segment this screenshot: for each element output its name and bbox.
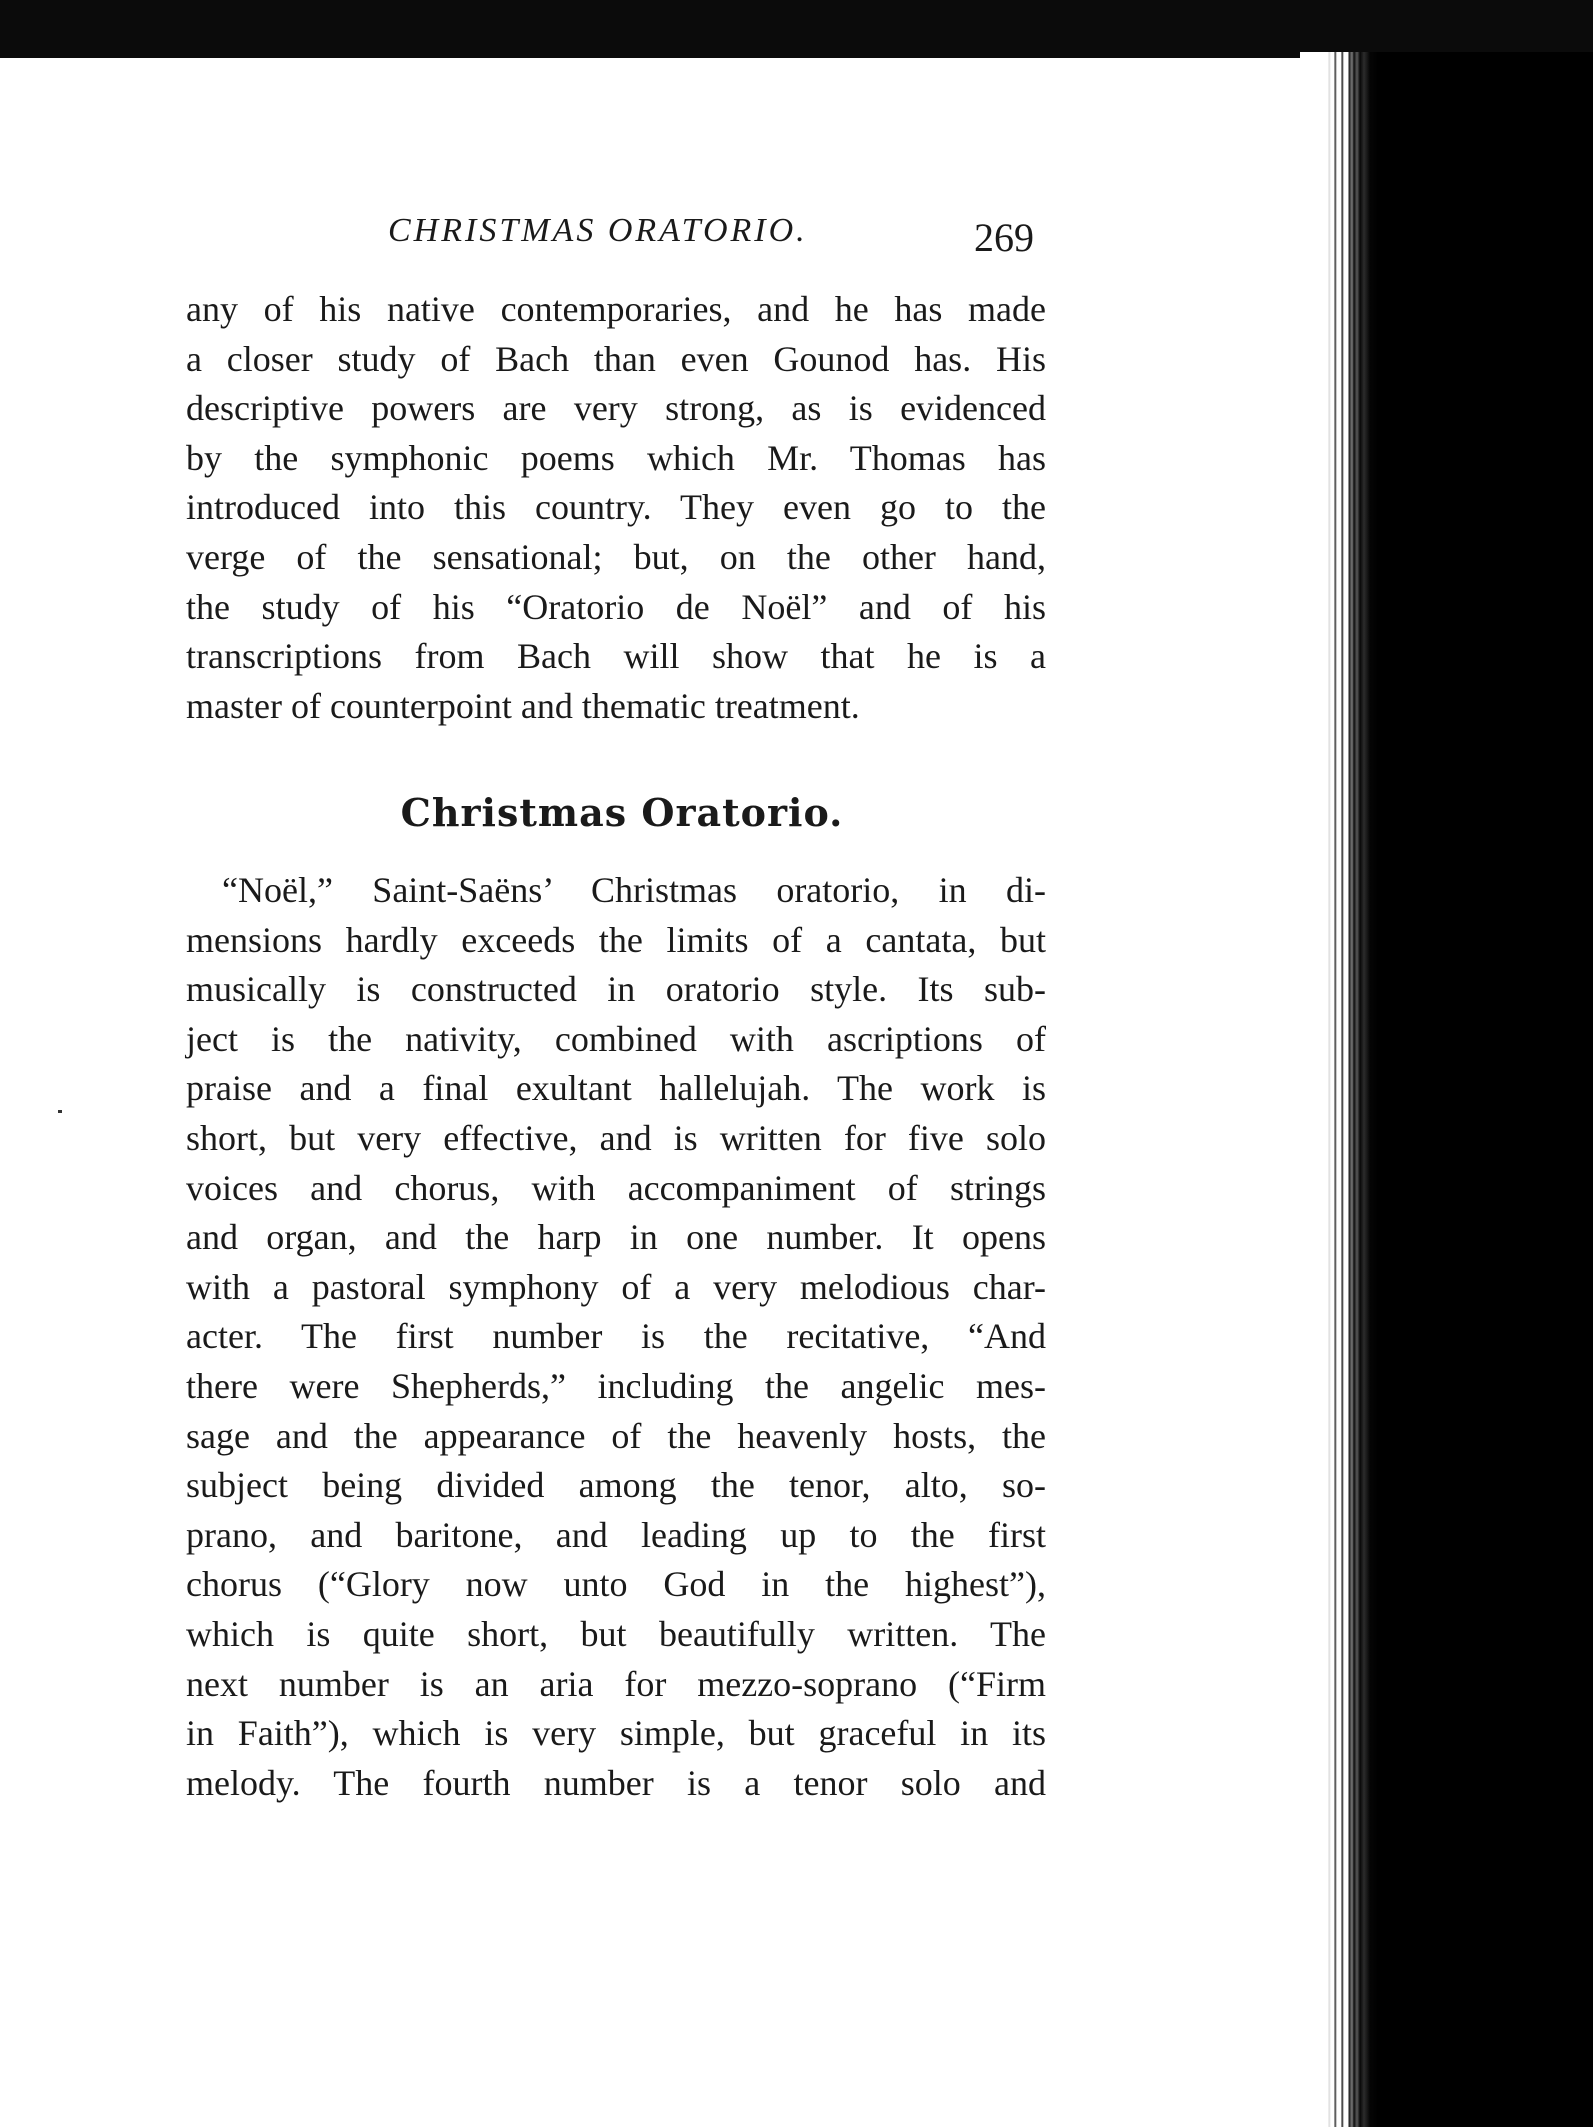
page-header — [192, 210, 1072, 266]
text-line: musically is constructed in oratorio style. Its sub- — [186, 969, 1046, 1010]
text-line: any of his native contemporaries, and he has made — [186, 289, 1046, 329]
text-line: next number is an aria for mezzo-soprano (“Firm — [186, 1663, 1046, 1704]
text-line: voices and chorus, with accompaniment of strings — [186, 1167, 1046, 1208]
text-line: chorus (“Glory now unto God in the highest”), — [186, 1564, 1046, 1605]
paragraph-2 — [186, 866, 1046, 1808]
text-line: with a pastoral symphony of a very melodious char- — [186, 1266, 1046, 1307]
page-number: 269 — [974, 215, 1034, 260]
text-line: ject is the nativity, combined with ascriptions of — [186, 1018, 1046, 1059]
text-line: a closer study of Bach than even Gounod has. His — [186, 338, 1046, 379]
book-spine-shadow — [1300, 52, 1593, 2127]
text-line: which is quite short, but beautifully written. The — [186, 1613, 1046, 1654]
scan-top-shadow — [0, 52, 1330, 58]
text-line: the study of his “Oratorio de Noël” and of his — [186, 586, 1046, 627]
text-line: master of counterpoint and thematic treatment. — [186, 685, 860, 726]
text-line: “Noël,” Saint-Saëns’ Christmas oratorio, in di- — [222, 870, 1046, 910]
text-line: short, but very effective, and is written for five solo — [186, 1117, 1046, 1158]
text-line: verge of the sensational; but, on the other hand, — [186, 536, 1046, 577]
paragraph-1 — [186, 285, 1046, 731]
text-line: by the symphonic poems which Mr. Thomas has — [186, 437, 1046, 478]
text-line: melody. The fourth number is a tenor solo and — [186, 1762, 1046, 1803]
text-line: acter. The first number is the recitative, “And — [186, 1316, 1046, 1357]
text-line: descriptive powers are very strong, as is evidenced — [186, 388, 1046, 429]
text-line: there were Shepherds,” including the angelic mes- — [186, 1365, 1046, 1406]
section-heading: Christmas Oratorio. — [400, 790, 844, 835]
text-line: mensions hardly exceeds the limits of a cantata, but — [186, 919, 1046, 960]
scan-top-border — [0, 0, 1593, 52]
scan-speck — [58, 1110, 62, 1113]
text-line: in Faith”), which is very simple, but graceful in its — [186, 1713, 1046, 1754]
running-title: CHRISTMAS ORATORIO. — [388, 212, 808, 249]
text-line: introduced into this country. They even go to the — [186, 487, 1046, 528]
text-line: prano, and baritone, and leading up to the first — [186, 1514, 1046, 1555]
text-line: praise and a final exultant hallelujah. The work is — [186, 1068, 1046, 1109]
text-line: transcriptions from Bach will show that he is a — [186, 636, 1046, 677]
text-line: sage and the appearance of the heavenly hosts, the — [186, 1415, 1046, 1456]
text-line: subject being divided among the tenor, alto, so- — [186, 1465, 1046, 1506]
text-line: and organ, and the harp in one number. It opens — [186, 1217, 1046, 1258]
